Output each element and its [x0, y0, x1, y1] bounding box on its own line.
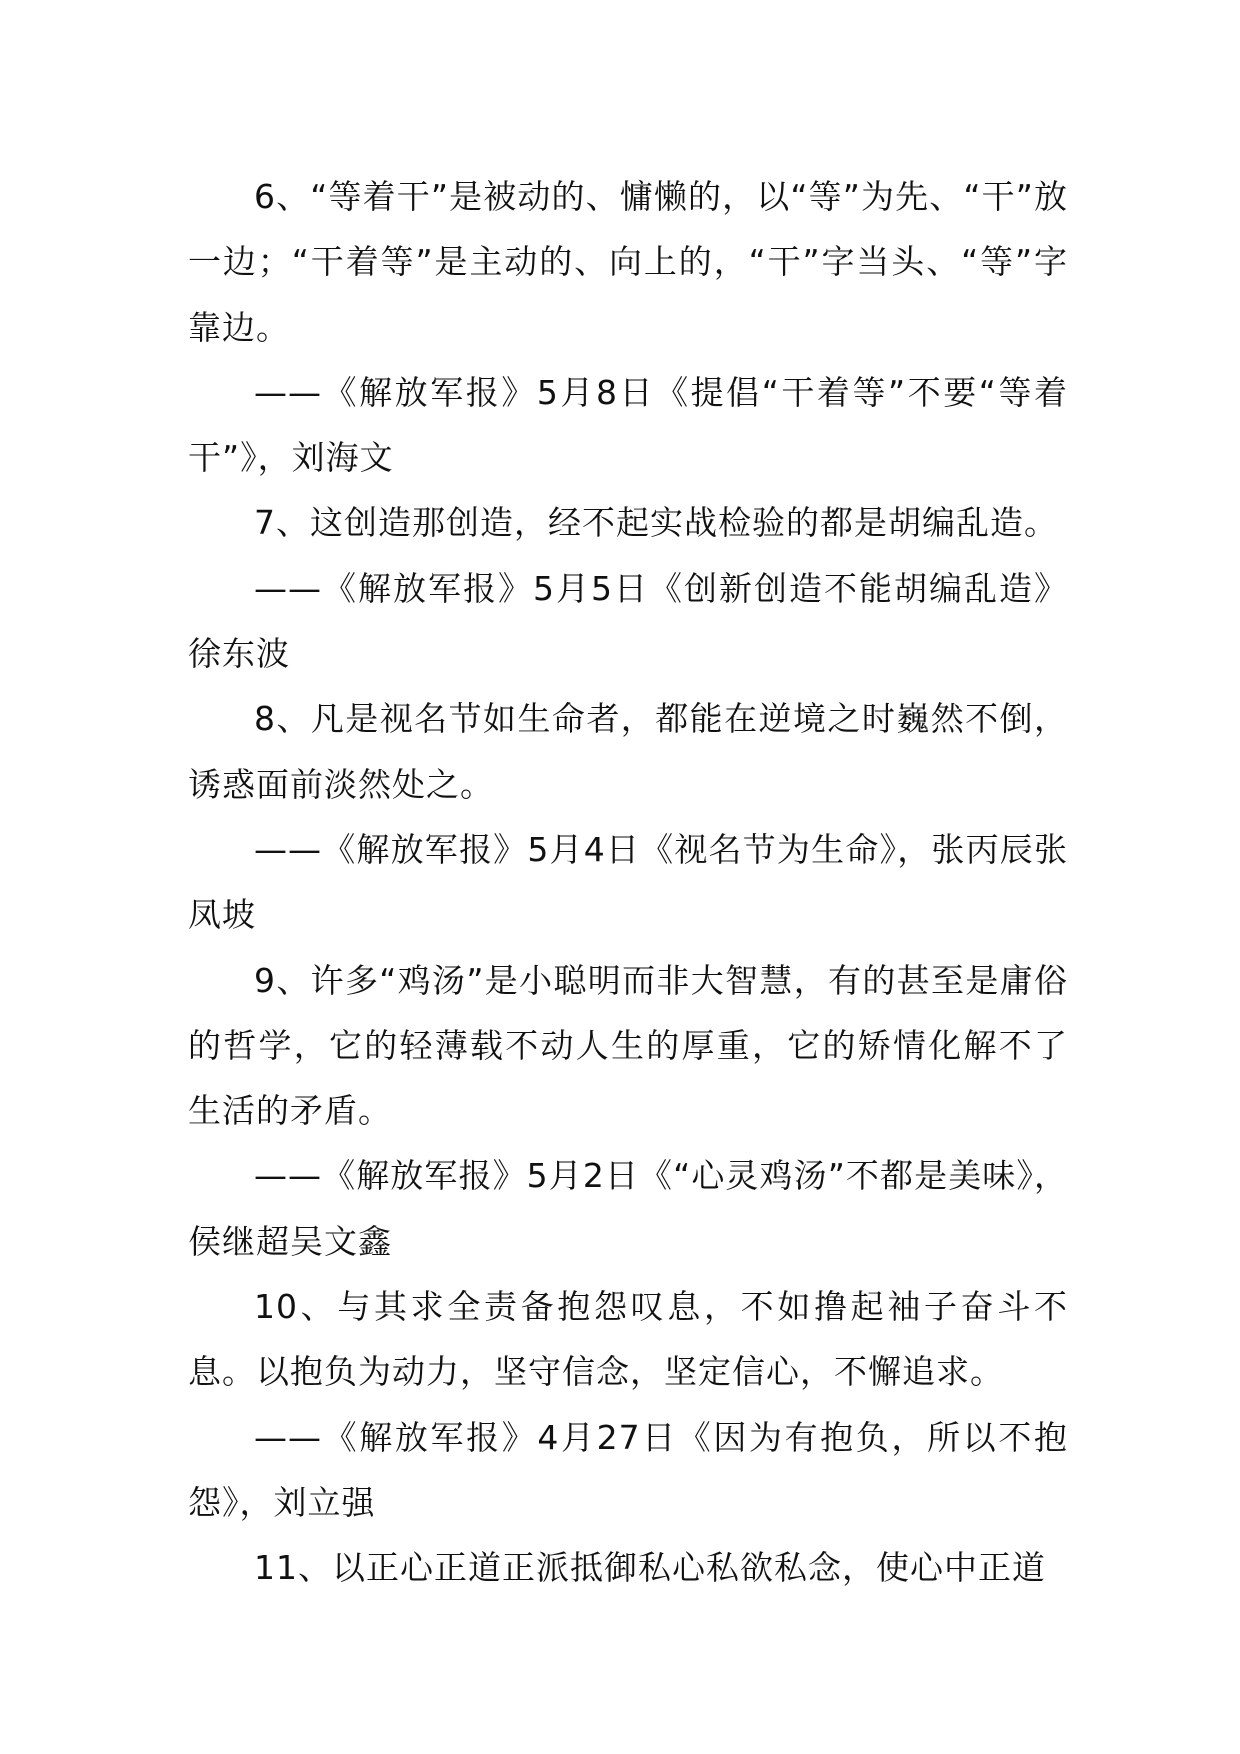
quote-paragraph: 8、凡是视名节如生命者，都能在逆境之时巍然不倒，诱惑面前淡然处之。	[188, 699, 1068, 804]
quote-source: ——《解放军报》5月8日《提倡“干着等”不要“等着干”》，刘海文	[188, 372, 1068, 478]
quote-paragraph: 9、许多“鸡汤”是小聪明而非大智慧，有的甚至是庸俗的哲学，它的轻薄载不动人生的厚重，它的矫情化解不了生活的矛盾。	[188, 960, 1068, 1131]
quote-source: ——《解放军报》5月5日《创新创造不能胡编乱造》徐东波	[188, 568, 1068, 674]
quote-paragraph: 6、“等着干”是被动的、慵懒的，以“等”为先、“干”放一边；“干着等”是主动的、向上的，“干”字当头、“等”字靠边。	[188, 177, 1068, 347]
document-body	[188, 164, 1068, 1601]
quote-source: ——《解放军报》5月4日《视名节为生命》，张丙辰张凤坡	[188, 829, 1068, 935]
quote-paragraph: 7、这创造那创造，经不起实战检验的都是胡编乱造。	[254, 503, 1058, 543]
quote-source: ——《解放军报》4月27日《因为有抱负，所以不抱怨》，刘立强	[188, 1417, 1068, 1522]
quote-paragraph: 11、以正心正道正派抵御私心私欲私念，使心中正道	[254, 1548, 1046, 1588]
quote-source: ——《解放军报》5月2日《“心灵鸡汤”不都是美味》，侯继超吴文鑫	[188, 1156, 1068, 1261]
quote-paragraph: 10、与其求全责备抱怨叹息，不如撸起袖子奋斗不息。以抱负为动力，坚守信念，坚定信心，不懈追求。	[188, 1287, 1068, 1392]
